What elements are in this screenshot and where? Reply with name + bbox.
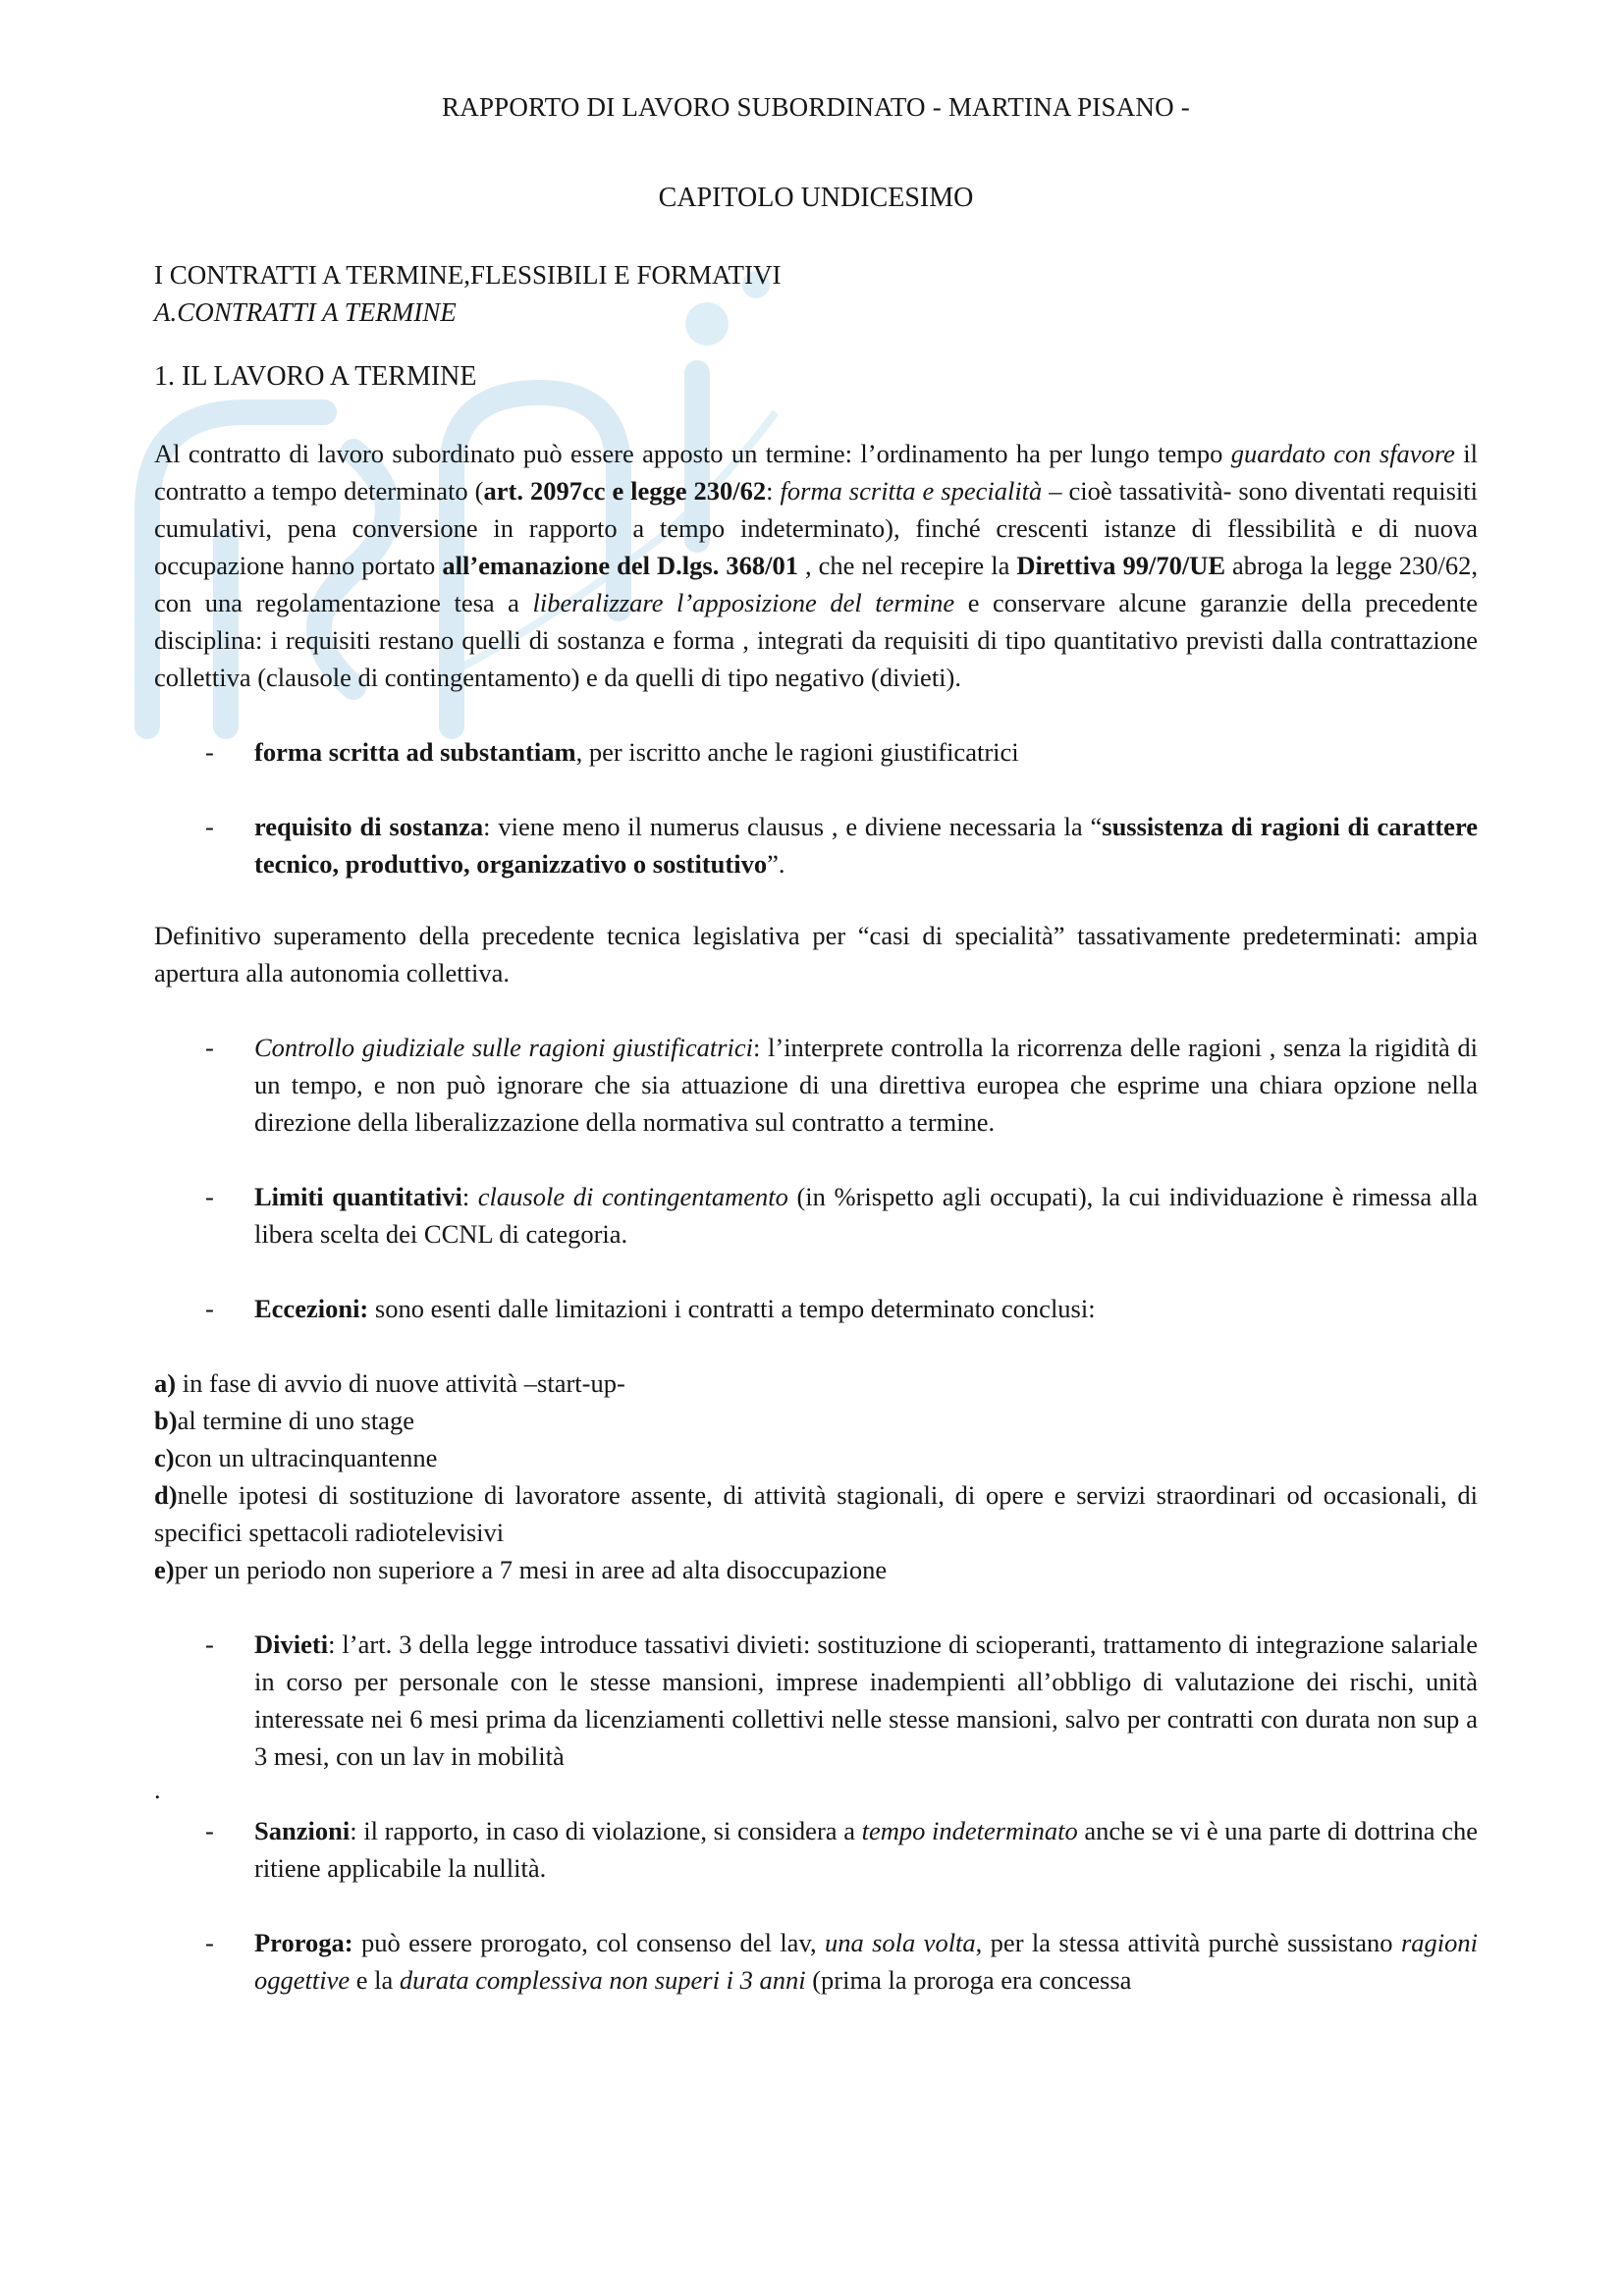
- list-item: c)con un ultracinquantenne: [154, 1443, 438, 1472]
- document-body: [154, 88, 1478, 1999]
- eccezioni-list: [154, 1364, 1478, 1588]
- bullet-dash: -: [205, 1816, 214, 1845]
- bullet-dash: -: [205, 812, 214, 841]
- list-item: e)per un periodo non superiore a 7 mesi in aree ad alta disoccupazione: [154, 1555, 888, 1584]
- chapter-title: CAPITOLO UNDICESIMO: [658, 183, 974, 213]
- bullet-forma-scritta: - forma scritta ad substantiam, per iscritto anche le ragioni giustificatrici: [154, 733, 1478, 771]
- stray-dot: .: [154, 1775, 161, 1804]
- intro-paragraph: Al contratto di lavoro subordinato può essere apposto un termine: l’ordinamento ha per lungo tempo guardato con sfavore il contratto a tempo determinato (art. 2097cc e legge 230/62: forma scritta e specialità – cioè tassatività- sono diventati requisiti cumulativi, pena conversione in rapporto a tempo indeterminato), finché crescenti istanze di flessibilità e di nuova occupazione hanno portato all’emanazione del D.lgs. 368/01 , che nel recepire la Direttiva 99/70/UE abroga la legge 230/62, con una regolamentazione tesa a liberalizzare l’apposizione del termine e conservare alcune garanzie della precedente disciplina: i requisiti restano quelli di sostanza e forma , integrati da requisiti di tipo quantitativo previsti dalla contrattazione collettiva (clausole di contingentamento) e da quelli di tipo negativo (divieti).: [154, 439, 1479, 692]
- bullet-dash: -: [205, 1294, 214, 1323]
- document-header: RAPPORTO DI LAVORO SUBORDINATO - MARTINA PISANO -: [442, 92, 1190, 122]
- bullet-dash: -: [205, 1033, 214, 1062]
- section-title: I CONTRATTI A TERMINE,FLESSIBILI E FORMATIVI: [154, 260, 782, 290]
- bullet-dash: -: [205, 1928, 214, 1957]
- bullet-dash: -: [205, 1629, 214, 1659]
- bullet-sanzioni: - Sanzioni: il rapporto, in caso di violazione, si considera a tempo indeterminato anche se vi è una parte di dottrina che ritiene applicabile la nullità.: [154, 1812, 1478, 1887]
- bullet-controllo-giudiziale: - Controllo giudiziale sulle ragioni giustificatrici: l’interprete controlla la ricorrenza delle ragioni , senza la rigidità di un tempo, e non può ignorare che sia attuazione di una direttiva europea che esprime una chiara opzione nella direzione della liberalizzazione della normativa sul contratto a termine.: [154, 1029, 1478, 1141]
- heading-lavoro-a-termine: 1. IL LAVORO A TERMINE: [154, 361, 477, 392]
- bullet-eccezioni: - Eccezioni: sono esenti dalle limitazioni i contratti a tempo determinato conclusi:: [154, 1290, 1478, 1327]
- list-item: d)nelle ipotesi di sostituzione di lavoratore assente, di attività stagionali, di opere e servizi straordinari od occasionali, di specifici spettacoli radiotelevisivi: [154, 1480, 1478, 1547]
- bullet-dash: -: [205, 737, 214, 767]
- paragraph-definitivo: Definitivo superamento della precedente tecnica legislativa per “casi di specialità” tassativamente predeterminati: ampia apertura alla autonomia collettiva.: [154, 921, 1478, 988]
- bullet-requisito-sostanza: - requisito di sostanza: viene meno il numerus clausus , e diviene necessaria la “sussistenza di ragioni di carattere tecnico, produttivo, organizzativo o sostitutivo”.: [154, 808, 1478, 882]
- bullet-proroga: - Proroga: può essere prorogato, col consenso del lav, una sola volta, per la stessa attività purchè sussistano ragioni oggettive e la durata complessiva non superi i 3 anni (prima la proroga era concessa: [154, 1924, 1478, 1999]
- section-subtitle: A.CONTRATTI A TERMINE: [154, 297, 457, 327]
- bullet-limiti-quantitativi: - Limiti quantitativi: clausole di contingentamento (in %rispetto agli occupati), la cui individuazione è rimessa alla libera scelta dei CCNL di categoria.: [154, 1178, 1478, 1253]
- bullet-dash: -: [205, 1182, 214, 1211]
- list-item: a) in fase di avvio di nuove attività –start-up-: [154, 1368, 625, 1398]
- bullet-divieti: - Divieti: l’art. 3 della legge introduce tassativi divieti: sostituzione di scioperanti, trattamento di integrazione salariale in corso per personale con le stesse mansioni, imprese inadempienti all’obbligo di valutazione dei rischi, unità interessate nei 6 mesi prima da licenziamenti collettivi nelle stesse mansioni, salvo per contratti con durata non sup a 3 mesi, con un lav in mobilità: [154, 1626, 1478, 1775]
- list-item: b)al termine di uno stage: [154, 1406, 414, 1435]
